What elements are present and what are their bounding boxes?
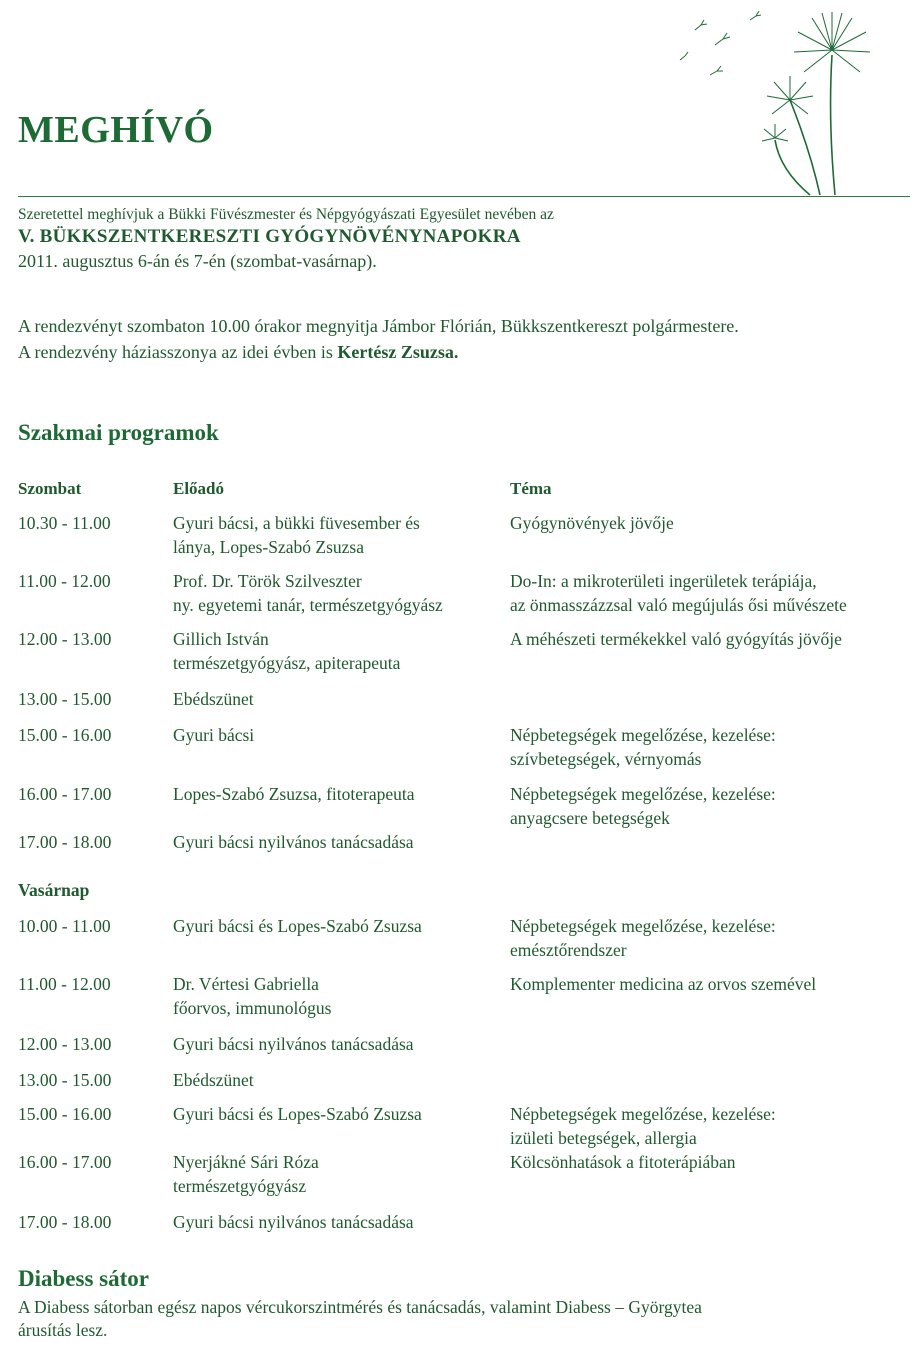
event-date: 2011. augusztus 6-án és 7-én (szombat-vasárnap). — [18, 251, 377, 271]
row-speaker — [173, 687, 503, 711]
row-topic — [510, 1102, 920, 1150]
divider — [18, 196, 910, 197]
speaker-line: Ebédszünet — [173, 689, 254, 709]
topic-line: szívbetegségek, vérnyomás — [510, 749, 702, 769]
row-speaker — [173, 569, 503, 617]
row-time: 13.00 - 15.00 — [18, 689, 112, 709]
row-speaker — [173, 511, 503, 559]
speaker-line: Gyuri bácsi — [173, 725, 255, 745]
speaker-line: lánya, Lopes-Szabó Zsuzsa — [173, 537, 364, 557]
opening-line: A rendezvényt szombaton 10.00 órakor megnyitja Jámbor Flórián, Bükkszentkereszt polgármestere. — [18, 316, 739, 336]
hostess-line — [18, 339, 913, 365]
topic-line: Do-In: a mikroterületi ingerületek terápiája, — [510, 571, 817, 591]
topic-line: az önmasszázzsal való megújulás ősi művészete — [510, 595, 847, 615]
diabess-line: A Diabess sátorban egész napos vércukorszintmérés és tanácsadás, valamint Diabess – Györgytea — [18, 1297, 702, 1317]
row-speaker — [173, 1150, 503, 1198]
topic-line: Komplementer medicina az orvos szemével — [510, 974, 817, 994]
row-time: 12.00 - 13.00 — [18, 1034, 112, 1054]
event-name: V. BÜKKSZENTKERESZTI GYÓGYNÖVÉNYNAPOKRA — [18, 226, 521, 247]
speaker-line: Gyuri bácsi, a bükki füvesember és — [173, 513, 420, 533]
speaker-line: Gyuri bácsi nyilvános tanácsadása — [173, 1034, 414, 1054]
row-time: 16.00 - 17.00 — [18, 784, 112, 804]
speaker-line: főorvos, immunológus — [173, 998, 332, 1018]
speaker-line: Nyerjákné Sári Róza — [173, 1152, 319, 1172]
speaker-line: természetgyógyász — [173, 1176, 307, 1196]
topic-line: Népbetegségek megelőzése, kezelése: — [510, 916, 776, 936]
topic-line: Népbetegségek megelőzése, kezelése: — [510, 1104, 776, 1124]
row-time: 10.00 - 11.00 — [18, 916, 111, 936]
hostess-name: Kertész Zsuzsa. — [337, 342, 459, 362]
speaker-line: Lopes-Szabó Zsuzsa, fitoterapeuta — [173, 784, 415, 804]
diabess-line: árusítás lesz. — [18, 1320, 108, 1340]
header-speaker: Előadó — [173, 479, 225, 498]
speaker-line: természetgyógyász, apiterapeuta — [173, 653, 401, 673]
row-speaker — [173, 1210, 503, 1234]
topic-line: Gyógynövények jövője — [510, 513, 674, 533]
speaker-line: Prof. Dr. Török Szilveszter — [173, 571, 362, 591]
topic-line: izületi betegségek, allergia — [510, 1128, 697, 1148]
speaker-line: Ebédszünet — [173, 1070, 254, 1090]
row-speaker — [173, 1032, 503, 1056]
row-speaker — [173, 830, 503, 854]
row-time: 15.00 - 16.00 — [18, 725, 112, 745]
row-time: 13.00 - 15.00 — [18, 1070, 112, 1090]
row-topic — [510, 627, 920, 651]
page-title: MEGHÍVÓ — [18, 109, 214, 151]
row-time: 17.00 - 18.00 — [18, 1212, 112, 1232]
speaker-line: ny. egyetemi tanár, természetgyógyász — [173, 595, 443, 615]
header-day: Szombat — [18, 479, 82, 498]
row-speaker — [173, 627, 503, 675]
row-time: 11.00 - 12.00 — [18, 974, 111, 994]
row-time: 11.00 - 12.00 — [18, 571, 111, 591]
row-speaker — [173, 782, 503, 806]
row-topic — [510, 511, 920, 535]
speaker-line: Gillich István — [173, 629, 269, 649]
topic-line: Kölcsönhatások a fitoterápiában — [510, 1152, 736, 1172]
row-topic — [510, 914, 920, 962]
row-speaker — [173, 1068, 503, 1092]
programs-heading: Szakmai programok — [18, 420, 219, 445]
speaker-line: Gyuri bácsi és Lopes-Szabó Zsuzsa — [173, 1104, 422, 1124]
topic-line: anyagcsere betegségek — [510, 808, 670, 828]
row-time: 12.00 - 13.00 — [18, 629, 112, 649]
diabess-heading: Diabess sátor — [18, 1266, 149, 1291]
speaker-line: Gyuri bácsi nyilvános tanácsadása — [173, 1212, 414, 1232]
topic-line: A méhészeti termékekkel való gyógyítás jövője — [510, 629, 842, 649]
row-topic — [510, 972, 920, 996]
topic-line: Népbetegségek megelőzése, kezelése: — [510, 784, 776, 804]
row-time: 10.30 - 11.00 — [18, 513, 111, 533]
row-speaker — [173, 1102, 503, 1126]
intro-line: Szeretettel meghívjuk a Bükki Füvészmester és Népgyógyászati Egyesület nevében az — [18, 206, 554, 223]
row-time: 15.00 - 16.00 — [18, 1104, 112, 1124]
intro-block — [18, 205, 908, 273]
row-speaker — [173, 972, 503, 1020]
header-topic: Téma — [510, 479, 552, 498]
speaker-line: Gyuri bácsi és Lopes-Szabó Zsuzsa — [173, 916, 422, 936]
sunday-label: Vasárnap — [18, 880, 90, 900]
row-time: 16.00 - 17.00 — [18, 1152, 112, 1172]
dandelion-illustration — [660, 0, 910, 200]
row-time: 17.00 - 18.00 — [18, 832, 112, 852]
opening-paragraph — [18, 313, 913, 365]
row-topic — [510, 723, 920, 771]
speaker-line: Gyuri bácsi nyilvános tanácsadása — [173, 832, 414, 852]
row-speaker — [173, 914, 503, 938]
hostess-prefix: A rendezvény háziasszonya az idei évben is — [18, 342, 338, 362]
diabess-paragraph — [18, 1296, 908, 1342]
row-topic — [510, 569, 920, 617]
row-topic — [510, 1150, 920, 1174]
speaker-line: Dr. Vértesi Gabriella — [173, 974, 319, 994]
row-speaker — [173, 723, 503, 747]
row-topic — [510, 782, 920, 830]
topic-line: Népbetegségek megelőzése, kezelése: — [510, 725, 776, 745]
topic-line: emésztőrendszer — [510, 940, 627, 960]
